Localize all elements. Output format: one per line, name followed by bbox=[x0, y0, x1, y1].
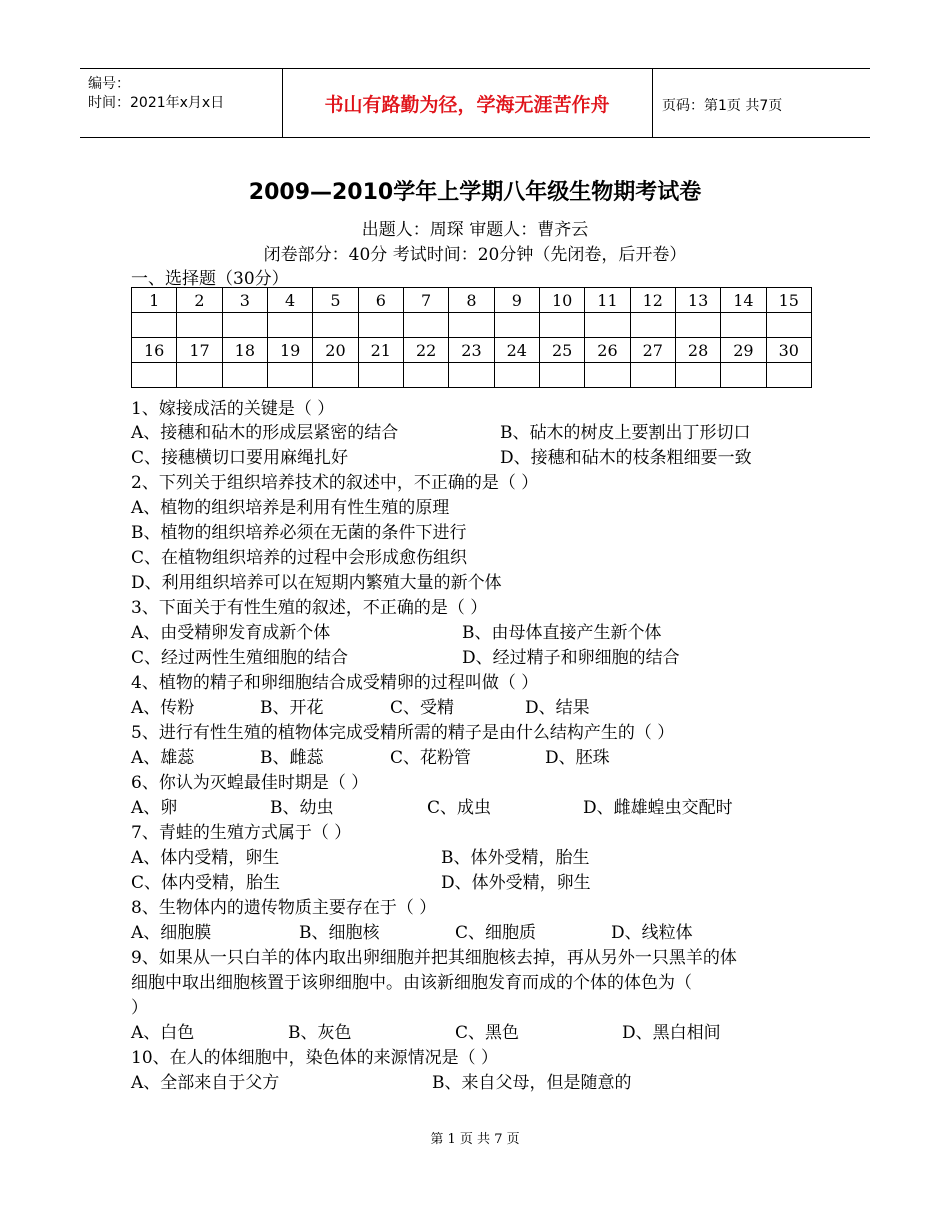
table-cell: 17 bbox=[177, 338, 222, 363]
answer-cell[interactable] bbox=[403, 363, 448, 388]
table-cell: 30 bbox=[766, 338, 811, 363]
answer-cell[interactable] bbox=[267, 313, 312, 338]
answer-cell[interactable] bbox=[721, 363, 766, 388]
option-text: A、细胞膜 bbox=[131, 923, 212, 943]
option-text: A、白色 bbox=[131, 1023, 195, 1043]
option-text: D、胚珠 bbox=[545, 748, 610, 768]
table-cell: 26 bbox=[585, 338, 630, 363]
option-text: C、细胞质 bbox=[455, 923, 537, 943]
option-text: A、由受精卵发育成新个体 bbox=[131, 623, 331, 643]
exam-authors: 出题人：周琛 审题人：曹齐云 bbox=[361, 220, 589, 240]
option-text: D、黑白相间 bbox=[622, 1023, 721, 1043]
question-3-stem: 3、下面关于有性生殖的叙述，不正确的是（ ） bbox=[131, 598, 488, 618]
table-cell: 5 bbox=[313, 288, 358, 313]
option-text: A、雄蕊 bbox=[131, 748, 195, 768]
answer-cell[interactable] bbox=[630, 363, 675, 388]
question-2-stem: 2、下列关于组织培养技术的叙述中，不正确的是（ ） bbox=[131, 473, 539, 493]
answer-cell[interactable] bbox=[132, 363, 177, 388]
answer-cell[interactable] bbox=[222, 313, 267, 338]
answer-cell[interactable] bbox=[721, 313, 766, 338]
table-cell: 21 bbox=[358, 338, 403, 363]
answer-cell[interactable] bbox=[267, 363, 312, 388]
option-text: A、传粉 bbox=[131, 698, 195, 718]
question-9-stem-line-1: 9、如果从一只白羊的体内取出卵细胞并把其细胞核去掉，再从另外一只黑羊的体 bbox=[131, 948, 737, 968]
option-text: C、体内受精，胎生 bbox=[131, 873, 281, 893]
header-meta-cell bbox=[80, 69, 283, 137]
answer-cell[interactable] bbox=[766, 363, 811, 388]
table-cell: 1 bbox=[132, 288, 177, 313]
option-text: C、花粉管 bbox=[390, 748, 472, 768]
answer-table bbox=[131, 287, 812, 388]
answer-cell[interactable] bbox=[132, 313, 177, 338]
page-footer: 第 1 页 共 7 页 bbox=[430, 1132, 520, 1147]
answer-cell[interactable] bbox=[585, 313, 630, 338]
answer-cell[interactable] bbox=[358, 313, 403, 338]
answer-number-row bbox=[132, 288, 812, 313]
answer-cell[interactable] bbox=[449, 363, 494, 388]
time-label: 时间：2021年x月x日 bbox=[88, 95, 225, 111]
table-cell: 11 bbox=[585, 288, 630, 313]
question-7-stem: 7、青蛙的生殖方式属于（ ） bbox=[131, 823, 352, 843]
option-text: B、开花 bbox=[260, 698, 324, 718]
answer-cell[interactable] bbox=[313, 313, 358, 338]
answer-cell[interactable] bbox=[539, 363, 584, 388]
table-cell: 3 bbox=[222, 288, 267, 313]
table-cell: 9 bbox=[494, 288, 539, 313]
table-cell: 13 bbox=[675, 288, 720, 313]
option-text: C、黑色 bbox=[455, 1023, 520, 1043]
question-1-stem: 1、嫁接成活的关键是（ ） bbox=[131, 399, 335, 419]
option-text: A、体内受精，卵生 bbox=[131, 848, 280, 868]
option-text: C、经过两性生殖细胞的结合 bbox=[131, 648, 349, 668]
option-text: D、雌雄蝗虫交配时 bbox=[583, 798, 733, 818]
question-10-stem: 10、在人的体细胞中，染色体的来源情况是（ ） bbox=[131, 1048, 499, 1068]
option-text: B、细胞核 bbox=[299, 923, 380, 943]
table-cell: 28 bbox=[675, 338, 720, 363]
motto: 书山有路勤为径，学海无涯苦作舟 bbox=[282, 69, 653, 137]
table-cell: 29 bbox=[721, 338, 766, 363]
table-cell: 24 bbox=[494, 338, 539, 363]
table-cell: 18 bbox=[222, 338, 267, 363]
exam-title: 2009—2010学年上学期八年级生物期考试卷 bbox=[248, 180, 702, 205]
option-text: A、接穗和砧木的形成层紧密的结合 bbox=[131, 423, 399, 443]
table-cell: 2 bbox=[177, 288, 222, 313]
table-cell: 23 bbox=[449, 338, 494, 363]
table-cell: 19 bbox=[267, 338, 312, 363]
page-info: 页码：第1页 共7页 bbox=[662, 98, 783, 114]
answer-cell[interactable] bbox=[675, 313, 720, 338]
exam-info: 闭卷部分：40分 考试时间：20分钟（先闭卷，后开卷） bbox=[263, 245, 687, 265]
section-title: 一、选择题（30分） bbox=[131, 269, 289, 289]
option-text: D、经过精子和卵细胞的结合 bbox=[462, 648, 680, 668]
table-cell: 8 bbox=[449, 288, 494, 313]
answer-cell[interactable] bbox=[630, 313, 675, 338]
answer-cell[interactable] bbox=[358, 363, 403, 388]
option-text: D、结果 bbox=[525, 698, 590, 718]
answer-number-row bbox=[132, 338, 812, 363]
answer-cell[interactable] bbox=[449, 313, 494, 338]
question-9-stem-line-3: ） bbox=[131, 998, 148, 1018]
table-cell: 7 bbox=[403, 288, 448, 313]
option-text: D、线粒体 bbox=[611, 923, 693, 943]
question-8-stem: 8、生物体内的遗传物质主要存在于（ ） bbox=[131, 898, 437, 918]
answer-cell[interactable] bbox=[494, 363, 539, 388]
answer-cell[interactable] bbox=[177, 363, 222, 388]
option-text: B、来自父母，但是随意的 bbox=[432, 1073, 632, 1093]
option-text: C、成虫 bbox=[427, 798, 492, 818]
question-4-stem: 4、植物的精子和卵细胞结合成受精卵的过程叫做（ ） bbox=[131, 673, 539, 693]
number-label: 编号： bbox=[88, 76, 130, 92]
question-6-stem: 6、你认为灭蝗最佳时期是（ ） bbox=[131, 773, 369, 793]
option-text: C、在植物组织培养的过程中会形成愈伤组织 bbox=[131, 548, 468, 568]
table-cell: 10 bbox=[539, 288, 584, 313]
answer-cell[interactable] bbox=[585, 363, 630, 388]
answer-cell[interactable] bbox=[539, 313, 584, 338]
answer-cell[interactable] bbox=[177, 313, 222, 338]
option-text: B、幼虫 bbox=[270, 798, 334, 818]
table-cell: 20 bbox=[313, 338, 358, 363]
option-text: D、利用组织培养可以在短期内繁殖大量的新个体 bbox=[131, 573, 502, 593]
option-text: C、接穗横切口要用麻绳扎好 bbox=[131, 448, 349, 468]
option-text: A、卵 bbox=[131, 798, 178, 818]
answer-blank-row bbox=[132, 363, 812, 388]
option-text: B、灰色 bbox=[288, 1023, 352, 1043]
option-text: A、全部来自于父方 bbox=[131, 1073, 280, 1093]
document-header bbox=[80, 68, 870, 138]
option-text: B、体外受精，胎生 bbox=[441, 848, 590, 868]
table-cell: 14 bbox=[721, 288, 766, 313]
table-cell: 25 bbox=[539, 338, 584, 363]
answer-cell[interactable] bbox=[403, 313, 448, 338]
option-text: B、由母体直接产生新个体 bbox=[462, 623, 662, 643]
answer-cell[interactable] bbox=[675, 363, 720, 388]
answer-cell[interactable] bbox=[313, 363, 358, 388]
option-text: B、砧木的树皮上要割出丁形切口 bbox=[500, 423, 751, 443]
answer-cell[interactable] bbox=[766, 313, 811, 338]
answer-cell[interactable] bbox=[222, 363, 267, 388]
table-cell: 27 bbox=[630, 338, 675, 363]
question-9-stem-line-2: 细胞中取出细胞核置于该卵细胞中。由该新细胞发育而成的个体的体色为（ bbox=[131, 973, 692, 993]
option-text: D、接穗和砧木的枝条粗细要一致 bbox=[500, 448, 752, 468]
table-cell: 12 bbox=[630, 288, 675, 313]
table-cell: 15 bbox=[766, 288, 811, 313]
option-text: C、受精 bbox=[390, 698, 455, 718]
answer-cell[interactable] bbox=[494, 313, 539, 338]
table-cell: 6 bbox=[358, 288, 403, 313]
answer-blank-row bbox=[132, 313, 812, 338]
question-5-stem: 5、进行有性生殖的植物体完成受精所需的精子是由什么结构产生的（ ） bbox=[131, 723, 675, 743]
option-text: A、植物的组织培养是利用有性生殖的原理 bbox=[131, 498, 450, 518]
option-text: B、雌蕊 bbox=[260, 748, 324, 768]
table-cell: 4 bbox=[267, 288, 312, 313]
table-cell: 22 bbox=[403, 338, 448, 363]
option-text: B、植物的组织培养必须在无菌的条件下进行 bbox=[131, 523, 467, 543]
table-cell: 16 bbox=[132, 338, 177, 363]
option-text: D、体外受精，卵生 bbox=[441, 873, 591, 893]
